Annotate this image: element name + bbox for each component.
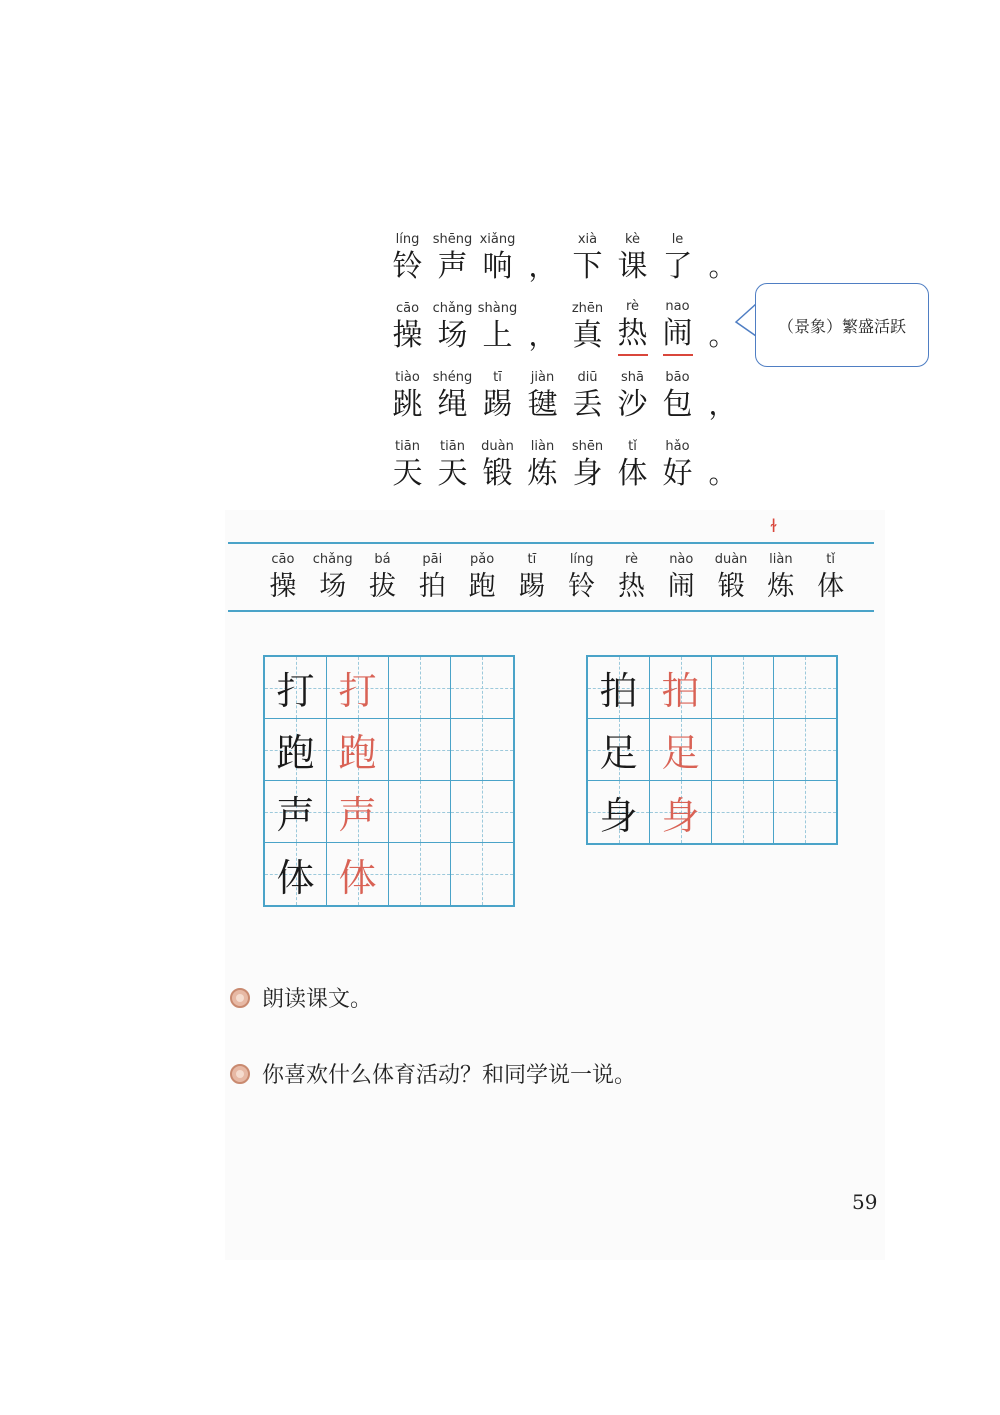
pinyin: shēn: [571, 439, 604, 454]
character: 铃: [392, 249, 423, 284]
writing-cell: [650, 657, 712, 719]
vocab-word: [756, 550, 806, 604]
pinyin: tǐ: [628, 439, 637, 454]
writing-cell: [451, 843, 513, 905]
writing-cell: [265, 843, 327, 905]
pinyin: bāo: [665, 370, 690, 385]
vocab-pinyin: rè: [624, 552, 638, 567]
character-cell: [610, 369, 655, 425]
character: 响: [482, 249, 513, 284]
character: 体: [617, 456, 648, 491]
character-cell: [430, 300, 475, 356]
vocab-character: 铃: [568, 571, 596, 602]
poem-line: [385, 218, 745, 287]
writing-cell: [650, 781, 712, 843]
writing-grid-left: [263, 655, 515, 907]
exercise-text: 你喜欢什么体育活动？和同学说一说。: [262, 1063, 637, 1088]
vocab-word: [656, 550, 706, 604]
pinyin: shàng: [477, 301, 518, 316]
writing-grid-right: [586, 655, 838, 845]
page-number: 59: [852, 1190, 878, 1214]
writing-cell: [774, 657, 836, 719]
trace-character: 声: [338, 793, 377, 837]
character-cell: [430, 369, 475, 425]
model-character: 打: [276, 669, 315, 713]
pinyin: shēng: [432, 232, 473, 247]
character: 声: [437, 249, 468, 284]
character: 操: [392, 318, 423, 353]
pinyin: hǎo: [665, 439, 690, 454]
annotation-callout: [755, 283, 929, 367]
character: ，: [528, 250, 557, 283]
character-cell: [475, 438, 520, 494]
character-cell: [565, 438, 610, 494]
trace-character: 身: [661, 793, 700, 838]
character: ，: [708, 388, 737, 421]
vocab-character: 体: [817, 571, 845, 602]
character-cell: [520, 438, 565, 494]
punctuation: [700, 438, 745, 494]
model-character: 拍: [599, 669, 638, 713]
vocab-pinyin: liàn: [769, 552, 793, 567]
writing-cell: [389, 843, 451, 905]
character-cell: [610, 231, 655, 287]
character-cell: [475, 300, 520, 356]
character: 场: [437, 318, 468, 353]
vocab-pinyin: cāo: [271, 552, 295, 567]
poem: [385, 218, 745, 494]
model-character: 声: [276, 793, 315, 837]
writing-cell: [588, 657, 650, 719]
character: 包: [662, 387, 693, 422]
word-bar: [228, 542, 874, 612]
exercise-2: [230, 1058, 636, 1089]
exercise-1: [230, 982, 372, 1013]
exercise-bullet-icon: [230, 1064, 250, 1084]
character-cell: [475, 231, 520, 287]
character: 好: [662, 456, 693, 491]
callout-text: （景象）繁盛活跃: [777, 316, 906, 336]
character: 下: [572, 249, 603, 284]
punctuation: [700, 369, 745, 425]
writing-cell: [650, 719, 712, 781]
pinyin: duàn: [481, 439, 514, 454]
vocab-character: 跑: [468, 571, 496, 602]
writing-cell: [389, 657, 451, 719]
writing-cell: [588, 719, 650, 781]
character-cell: [385, 438, 430, 494]
vocab-word: [407, 550, 457, 604]
writing-cell: [265, 719, 327, 781]
character: 了: [662, 249, 693, 284]
character-cell: [385, 369, 430, 425]
character: 绳: [437, 387, 468, 422]
character: 天: [392, 456, 423, 491]
vocab-character: 操: [269, 571, 297, 602]
vocab-word: [358, 550, 408, 604]
character-cell: [610, 298, 655, 356]
vocab-character: 热: [617, 571, 645, 602]
poem-line: [385, 425, 745, 494]
exercise-bullet-icon: [230, 988, 250, 1008]
writing-cell: [588, 781, 650, 843]
trace-character: 拍: [661, 669, 700, 713]
character: 沙: [617, 387, 648, 422]
exercise-text: 朗读课文。: [262, 987, 373, 1012]
vocab-character: 场: [319, 571, 347, 602]
pinyin: le: [671, 232, 684, 247]
pinyin: rè: [625, 299, 640, 314]
trace-character: 体: [338, 855, 377, 900]
writing-cell: [774, 781, 836, 843]
vocab-pinyin: líng: [569, 552, 594, 567]
pinyin: diū: [577, 370, 598, 385]
vocab-character: 炼: [767, 571, 795, 602]
pinyin: liàn: [530, 439, 555, 454]
pinyin: tiào: [395, 370, 420, 385]
character: 跳: [392, 387, 423, 422]
pinyin: xiǎng: [479, 232, 516, 247]
word-bar-top-rule: [228, 542, 874, 544]
underlined-character: 热: [618, 316, 648, 356]
character: ，: [528, 319, 557, 352]
tone-mark: ɫ: [770, 516, 778, 537]
vocab-pinyin: nào: [669, 552, 694, 567]
pinyin: tī: [493, 370, 502, 385]
vocab-word: [457, 550, 507, 604]
writing-cell: [265, 781, 327, 843]
vocab-word: [308, 550, 358, 604]
character: 上: [482, 318, 513, 353]
writing-cell: [712, 781, 774, 843]
writing-cell: [389, 719, 451, 781]
writing-cell: [774, 719, 836, 781]
character: 踢: [482, 387, 513, 422]
writing-cell: [327, 657, 389, 719]
trace-character: 足: [661, 731, 700, 775]
writing-cell: [712, 719, 774, 781]
character-cell: [655, 438, 700, 494]
poem-line: [385, 356, 745, 425]
pinyin: chǎng: [432, 301, 473, 316]
pinyin: líng: [395, 232, 420, 247]
character-cell: [475, 369, 520, 425]
writing-cell: [327, 719, 389, 781]
character-cell: [430, 438, 475, 494]
pinyin: xià: [577, 232, 598, 247]
model-character: 身: [599, 793, 638, 838]
pinyin: shéng: [432, 370, 473, 385]
vocab-character: 拍: [418, 571, 446, 602]
vocab-pinyin: bá: [374, 552, 391, 567]
vocab-word: [806, 550, 856, 604]
writing-cell: [451, 657, 513, 719]
character: 真: [572, 318, 603, 353]
vocab-word: [706, 550, 756, 604]
vocab-character: 锻: [717, 571, 745, 602]
character-cell: [610, 438, 655, 494]
vocab-pinyin: tī: [527, 552, 537, 567]
character-cell: [655, 231, 700, 287]
character: 天: [437, 456, 468, 491]
character-cell: [655, 369, 700, 425]
word-bar-bottom-rule: [228, 610, 874, 612]
writing-cell: [451, 719, 513, 781]
pinyin: kè: [624, 232, 641, 247]
pinyin: tiān: [440, 439, 465, 454]
vocab-word: [507, 550, 557, 604]
vocab-character: 踢: [518, 571, 546, 602]
character-cell: [565, 300, 610, 356]
writing-cell: [451, 781, 513, 843]
model-character: 足: [599, 731, 638, 775]
vocab-character: 闹: [667, 571, 695, 602]
word-bar-list: [258, 550, 856, 604]
poem-line: [385, 287, 745, 356]
punctuation: [520, 231, 565, 287]
vocab-word: [607, 550, 657, 604]
character-cell: [655, 298, 700, 356]
model-character: 跑: [276, 731, 315, 775]
trace-character: 跑: [338, 731, 377, 775]
character: 。: [708, 319, 737, 352]
character-cell: [520, 369, 565, 425]
vocab-character: 拔: [368, 571, 396, 602]
pinyin: cāo: [395, 301, 420, 316]
vocab-pinyin: pāi: [422, 552, 443, 567]
pinyin: tiān: [395, 439, 420, 454]
character: 毽: [527, 387, 558, 422]
character: 。: [708, 250, 737, 283]
character-cell: [565, 369, 610, 425]
character: 锻: [482, 456, 513, 491]
pinyin: nao: [665, 299, 690, 314]
pinyin: shā: [621, 370, 644, 385]
pinyin: jiàn: [530, 370, 555, 385]
vocab-pinyin: chǎng: [312, 552, 353, 567]
vocab-pinyin: duàn: [714, 552, 748, 567]
character-cell: [385, 231, 430, 287]
underlined-character: 闹: [663, 316, 693, 356]
punctuation: [520, 300, 565, 356]
model-character: 体: [276, 855, 315, 900]
vocab-word: [258, 550, 308, 604]
trace-character: 打: [338, 669, 377, 713]
writing-cell: [327, 843, 389, 905]
writing-cell: [712, 657, 774, 719]
character-cell: [565, 231, 610, 287]
character-cell: [430, 231, 475, 287]
character: 课: [617, 249, 648, 284]
character-cell: [385, 300, 430, 356]
character: 身: [572, 456, 603, 491]
pinyin: zhēn: [571, 301, 604, 316]
vocab-word: [557, 550, 607, 604]
writing-cell: [389, 781, 451, 843]
vocab-pinyin: tǐ: [826, 552, 836, 567]
vocab-pinyin: pǎo: [470, 552, 495, 567]
character: 丢: [572, 387, 603, 422]
punctuation: [700, 231, 745, 287]
character: 。: [708, 457, 737, 490]
writing-cell: [327, 781, 389, 843]
character: 炼: [527, 456, 558, 491]
writing-cell: [265, 657, 327, 719]
